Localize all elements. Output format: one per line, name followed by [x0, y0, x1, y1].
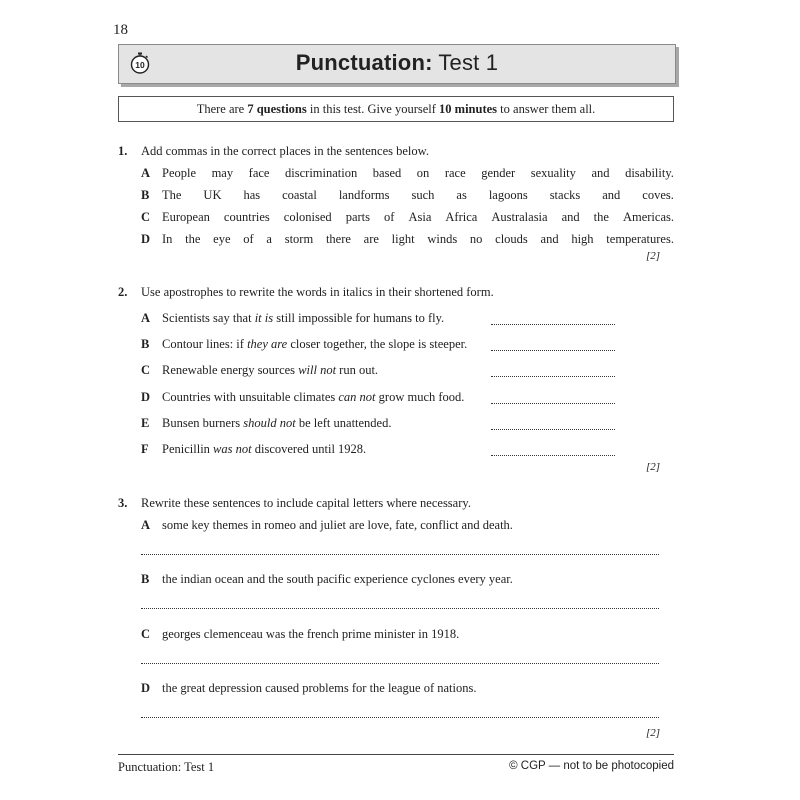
sentence-word: countries	[223, 210, 270, 224]
instruction-text: in this test. Give yourself	[306, 102, 440, 116]
sentence-word: high	[571, 232, 594, 246]
instruction-time: 10 minutes	[439, 102, 498, 116]
marks-label: [2]	[645, 461, 660, 473]
sentence-word: are	[363, 232, 379, 246]
sentence-part: Countries with unsuitable climates	[162, 390, 339, 404]
sentence-word: coastal	[282, 188, 317, 202]
italic-words: it is	[254, 311, 274, 325]
answer-line[interactable]	[141, 663, 659, 664]
sentence-word: the	[185, 232, 201, 246]
sentence-word: of	[384, 210, 395, 224]
question-text: Use apostrophes to rewrite the words in italics in their shortened form.	[141, 285, 494, 299]
answer-line[interactable]	[491, 324, 615, 325]
sentence-word: no	[469, 232, 483, 246]
italic-words: was not	[213, 442, 252, 456]
option-letter: A	[141, 166, 151, 180]
sentence-word: and	[602, 188, 621, 202]
sentence-word: People	[162, 166, 197, 180]
sentence-word: UK	[203, 188, 222, 202]
instruction-text: There are	[196, 102, 248, 116]
sentence-word: and	[591, 166, 610, 180]
instruction-text: to answer them all.	[497, 102, 596, 116]
sentence-word: European	[162, 210, 210, 224]
instruction-box	[118, 96, 674, 122]
sentence-word: storm	[284, 232, 314, 246]
page-number: 18	[113, 22, 128, 38]
sentence-word: coves.	[642, 188, 674, 202]
sentence-text	[162, 363, 378, 378]
sentence-text: the great depression caused problems for the league of nations.	[162, 681, 477, 695]
sentence-part: be left unattended.	[295, 416, 392, 430]
sentence-part: Scientists say that	[162, 311, 255, 325]
sentence-word: a	[266, 232, 272, 246]
sentence-text	[162, 390, 464, 405]
answer-line[interactable]	[141, 554, 659, 555]
sentence-word: and	[540, 232, 559, 246]
sentence-word: face	[248, 166, 270, 180]
sentence-word: Australasia	[491, 210, 548, 224]
italic-words: should not	[243, 416, 296, 430]
sentence-text	[162, 166, 674, 181]
sentence-text: georges clemenceau was the french prime minister in 1918.	[162, 627, 460, 641]
sentence-word: as	[456, 188, 467, 202]
sentence-text	[162, 311, 444, 326]
option-letter: E	[141, 416, 150, 430]
question-text: Add commas in the correct places in the sentences below.	[141, 144, 429, 158]
sentence-word: race	[444, 166, 466, 180]
sentence-word: disability.	[625, 166, 674, 180]
question-number: 1.	[118, 144, 128, 158]
sentence-word: eye	[213, 232, 231, 246]
sentence-text	[162, 442, 366, 457]
answer-line[interactable]	[141, 717, 659, 718]
answer-line[interactable]	[491, 403, 615, 404]
option-letter: C	[141, 363, 151, 377]
sentence-word: clouds	[495, 232, 528, 246]
sentence-word: and	[561, 210, 580, 224]
sentence-part: grow much food.	[375, 390, 465, 404]
sentence-text: some key themes in romeo and juliet are love, fate, conflict and death.	[162, 518, 513, 532]
sentence-word: gender	[481, 166, 516, 180]
answer-line[interactable]	[141, 608, 659, 609]
option-letter: D	[141, 390, 151, 404]
sentence-word: of	[243, 232, 254, 246]
sentence-word: The	[162, 188, 182, 202]
sentence-word: landforms	[338, 188, 390, 202]
sentence-word: Asia	[408, 210, 432, 224]
sentence-text	[162, 232, 674, 247]
option-letter: F	[141, 442, 149, 456]
option-letter: C	[141, 210, 151, 224]
sentence-part: Renewable energy sources	[162, 363, 299, 377]
sentence-word: such	[411, 188, 435, 202]
answer-line[interactable]	[491, 350, 615, 351]
option-letter: D	[141, 681, 151, 695]
marks-label: [2]	[645, 250, 660, 262]
sentence-text: the indian ocean and the south pacific experience cyclones every year.	[162, 572, 513, 586]
sentence-part: run out.	[336, 363, 379, 377]
option-letter: A	[141, 518, 151, 532]
answer-line[interactable]	[491, 455, 615, 456]
sentence-text	[162, 210, 674, 225]
page-title	[119, 50, 675, 76]
sentence-word: based	[372, 166, 402, 180]
answer-line[interactable]	[491, 429, 615, 430]
sentence-word: parts	[345, 210, 371, 224]
italic-words: can not	[338, 390, 376, 404]
title-rest: Test 1	[438, 50, 499, 75]
option-letter: B	[141, 572, 150, 586]
sentence-word: stacks	[549, 188, 581, 202]
option-letter: A	[141, 311, 151, 325]
timer-minutes: 10	[135, 59, 145, 70]
sentence-word: has	[243, 188, 261, 202]
sentence-word: Africa	[445, 210, 478, 224]
question-number: 2.	[118, 285, 128, 299]
italic-words: they are	[247, 337, 288, 351]
sentence-text	[162, 337, 467, 352]
answer-line[interactable]	[491, 376, 615, 377]
sentence-word: winds	[427, 232, 458, 246]
option-letter: D	[141, 232, 151, 246]
sentence-word: In	[162, 232, 173, 246]
question-number: 3.	[118, 496, 128, 510]
footer-divider	[118, 754, 674, 755]
sentence-part: Bunsen burners	[162, 416, 244, 430]
sentence-part: Penicillin	[162, 442, 214, 456]
sentence-word: light	[391, 232, 415, 246]
title-bold: Punctuation:	[295, 50, 433, 75]
option-letter: B	[141, 188, 150, 202]
footer-copyright: © CGP — not to be photocopied	[509, 760, 674, 772]
instruction-question-count: 7 questions	[247, 102, 307, 116]
sentence-part: closer together, the slope is steeper.	[287, 337, 468, 351]
title-banner	[118, 44, 676, 84]
sentence-text	[162, 416, 391, 431]
footer-test-name: Punctuation: Test 1	[118, 760, 215, 774]
sentence-word: the	[593, 210, 609, 224]
sentence-word: may	[211, 166, 234, 180]
sentence-word: Americas.	[622, 210, 674, 224]
sentence-part: still impossible for humans to fly.	[273, 311, 445, 325]
option-letter: C	[141, 627, 151, 641]
sentence-text	[162, 188, 674, 203]
italic-words: will not	[298, 363, 337, 377]
sentence-word: temperatures.	[606, 232, 674, 246]
sentence-part: Contour lines: if	[162, 337, 248, 351]
sentence-word: on	[416, 166, 430, 180]
sentence-word: there	[325, 232, 351, 246]
option-letter: B	[141, 337, 150, 351]
sentence-word: sexuality	[530, 166, 576, 180]
sentence-word: lagoons	[488, 188, 528, 202]
marks-label: [2]	[645, 727, 660, 739]
sentence-word: discrimination	[285, 166, 358, 180]
sentence-word: colonised	[283, 210, 332, 224]
question-text: Rewrite these sentences to include capital letters where necessary.	[141, 496, 471, 510]
sentence-part: discovered until 1928.	[251, 442, 367, 456]
